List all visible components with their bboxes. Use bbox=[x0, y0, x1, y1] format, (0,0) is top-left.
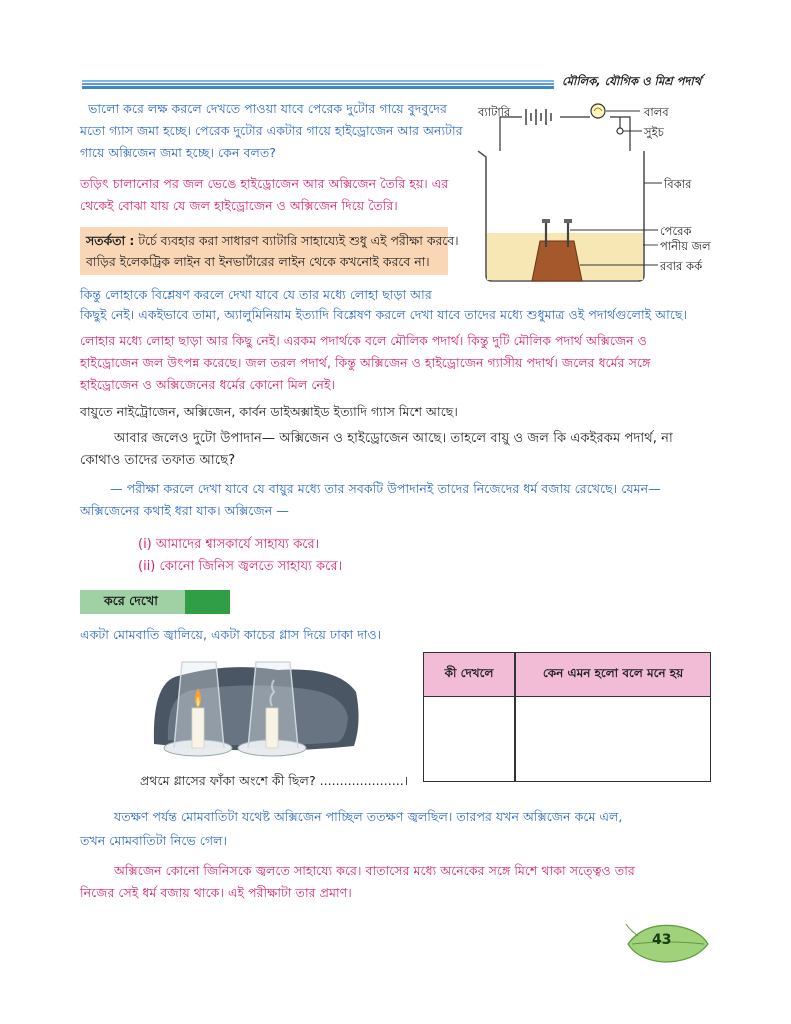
caution-text: টর্চে ব্যবহার করা সাধারণ ব্যাটারি সাহায্যেই শুধু এই পরীক্ষা করবে। bbox=[134, 233, 459, 248]
para-text: কিন্তু লোহাকে বিশ্লেষণ করলে দেখা যাবে যে তার মধ্যে লোহা ছাড়া আর bbox=[80, 287, 432, 302]
para-text: হাইড্রোজেন জল উৎপন্ন করেছে। জল তরল পদার্থ, কিন্তু অক্সিজেন ও হাইড্রোজেন গ্যাসীয় পদার্থ। জলের ধর্মের সঙ্গে bbox=[80, 355, 651, 370]
para-text: হাইড্রোজেন ও অক্সিজেনের ধর্মের কোনো মিল নেই। bbox=[80, 377, 335, 392]
para-text: অক্সিজেন কোনো জিনিসকে জ্বলতে সাহায্যে করে। বাতাসের মধ্যে অনেকের সঙ্গে মিশে থাকা সত্ত্বেও তার bbox=[114, 863, 635, 878]
table-header-why: কেন এমন হলো বলে মনে হয় bbox=[542, 666, 684, 680]
list-item: (i) আমাদের শ্বাসকার্যে সাহায্য করে। bbox=[138, 537, 320, 552]
chapter-title: মৌলিক, যৌগিক ও মিশ্র পদার্থ bbox=[562, 74, 702, 88]
label-bulb: বালব bbox=[644, 105, 669, 119]
page-number: 43 bbox=[652, 932, 672, 948]
kore-dekho-label: করে দেখো bbox=[104, 593, 158, 608]
para-text: — পরীক্ষা করলে দেখা যাবে যে বায়ুর মধ্যে তার সবকটি উপাদানই তাদের নিজেদের ধর্ম বজায় রেখেছে। যেমন— bbox=[110, 481, 661, 496]
candle-icon bbox=[192, 708, 204, 748]
caution-line bbox=[86, 232, 459, 250]
para-text: নিজের সেই ধর্ম বজায় থাকে। এই পরীক্ষাটা তার প্রমাণ। bbox=[80, 885, 352, 900]
para-text: যতক্ষণ পর্যন্ত মোমবাতিটা যথেষ্ট অক্সিজেন পাচ্ছিল ততক্ষণ জ্বলছিল। তারপর যখন অক্সিজেন কমে এল, bbox=[114, 809, 623, 824]
para-text: আবার জলেও দুটো উপাদান— অক্সিজেন ও হাইড্রোজেন আছে। তাহলে বায়ু ও জল কি একইরকম পদার্থ, না bbox=[114, 431, 673, 446]
caution-label: সতর্কতা : bbox=[86, 233, 135, 248]
para-text: কোথাও তাদের তফাত আছে? bbox=[80, 453, 236, 468]
cork-shape bbox=[532, 241, 582, 281]
question-text: প্রথমে গ্লাসের ফাঁকা অংশে কী ছিল? .....................। bbox=[140, 773, 409, 788]
label-water: পানীয় জল bbox=[660, 239, 711, 253]
para-text: কিছুই নেই। একইভাবে তামা, অ্যালুমিনিয়াম ইত্যাদি বিশ্লেষণ করলে দেখা যাবে তাদের মধ্যে শুধুমাত্র ওই পদার্থগুলোই আছে। bbox=[80, 307, 688, 322]
switch-icon bbox=[617, 117, 623, 134]
list-item: (ii) কোনো জিনিস জ্বলতে সাহায্য করে। bbox=[138, 559, 343, 574]
caution-line: বাড়ির ইলেকট্রিক লাইন বা ইনভার্টারের লাইন থেকে কখনোই করবে না। bbox=[86, 254, 430, 269]
caution-box bbox=[80, 227, 459, 275]
label-nail: পেরেক bbox=[660, 224, 692, 238]
label-battery: ব্যাটারি bbox=[478, 105, 511, 119]
activity-text: একটা মোমবাতি জ্বালিয়ে, একটা কাচের গ্লাস দিয়ে ঢাকা দাও। bbox=[80, 627, 382, 642]
label-beaker: বিকার bbox=[664, 177, 692, 191]
para-text: তড়িৎ চালানোর পর জল ভেঙে হাইড্রোজেন আর অক্সিজেন তৈরি হয়। এর bbox=[80, 176, 449, 191]
para-text: মতো গ্যাস জমা হচ্ছে। পেরেক দুটোর একটার গায়ে হাইড্রোজেন আর অন্যটার bbox=[80, 123, 463, 138]
para-text: ভালো করে লক্ষ করলে দেখতে পাওয়া যাবে পেরেক দুটোর গায়ে বুদবুদের bbox=[88, 101, 447, 116]
battery-icon bbox=[526, 109, 551, 125]
para-text: থেকেই বোঝা যায় যে জল হাইড্রোজেন ও অক্সিজেন দিয়ে তৈরি। bbox=[80, 198, 398, 213]
para-text: বায়ুতে নাইট্রোজেন, অক্সিজেন, কার্বন ডাইঅক্সাইড ইত্যাদি গ্যাস মিশে আছে। bbox=[80, 404, 458, 419]
candle-glass-illustration bbox=[148, 652, 364, 764]
para-text: তখন মোমবাতিটা নিভে গেল। bbox=[80, 833, 228, 848]
para-text: লোহার মধ্যে লোহা ছাড়া আর কিছু নেই। এরকম পদার্থকে বলে মৌলিক পদার্থ। কিন্তু দুটি মৌলিক পদার্থ অক্সিজেন ও bbox=[80, 333, 647, 348]
para-text: অক্সিজেনের কথাই ধরা যাক। অক্সিজেন — bbox=[80, 503, 289, 518]
bulb-icon bbox=[591, 104, 605, 118]
label-cork: রবার কর্ক bbox=[660, 259, 703, 273]
label-switch: সুইচ bbox=[644, 125, 664, 139]
table-header-what-seen: কী দেখলে bbox=[444, 666, 494, 680]
header-rule bbox=[82, 80, 554, 89]
observation-table bbox=[423, 652, 711, 782]
para-text: গায়ে অক্সিজেন জমা হচ্ছে। কেন বলত? bbox=[80, 145, 276, 160]
candle-icon bbox=[266, 708, 278, 748]
